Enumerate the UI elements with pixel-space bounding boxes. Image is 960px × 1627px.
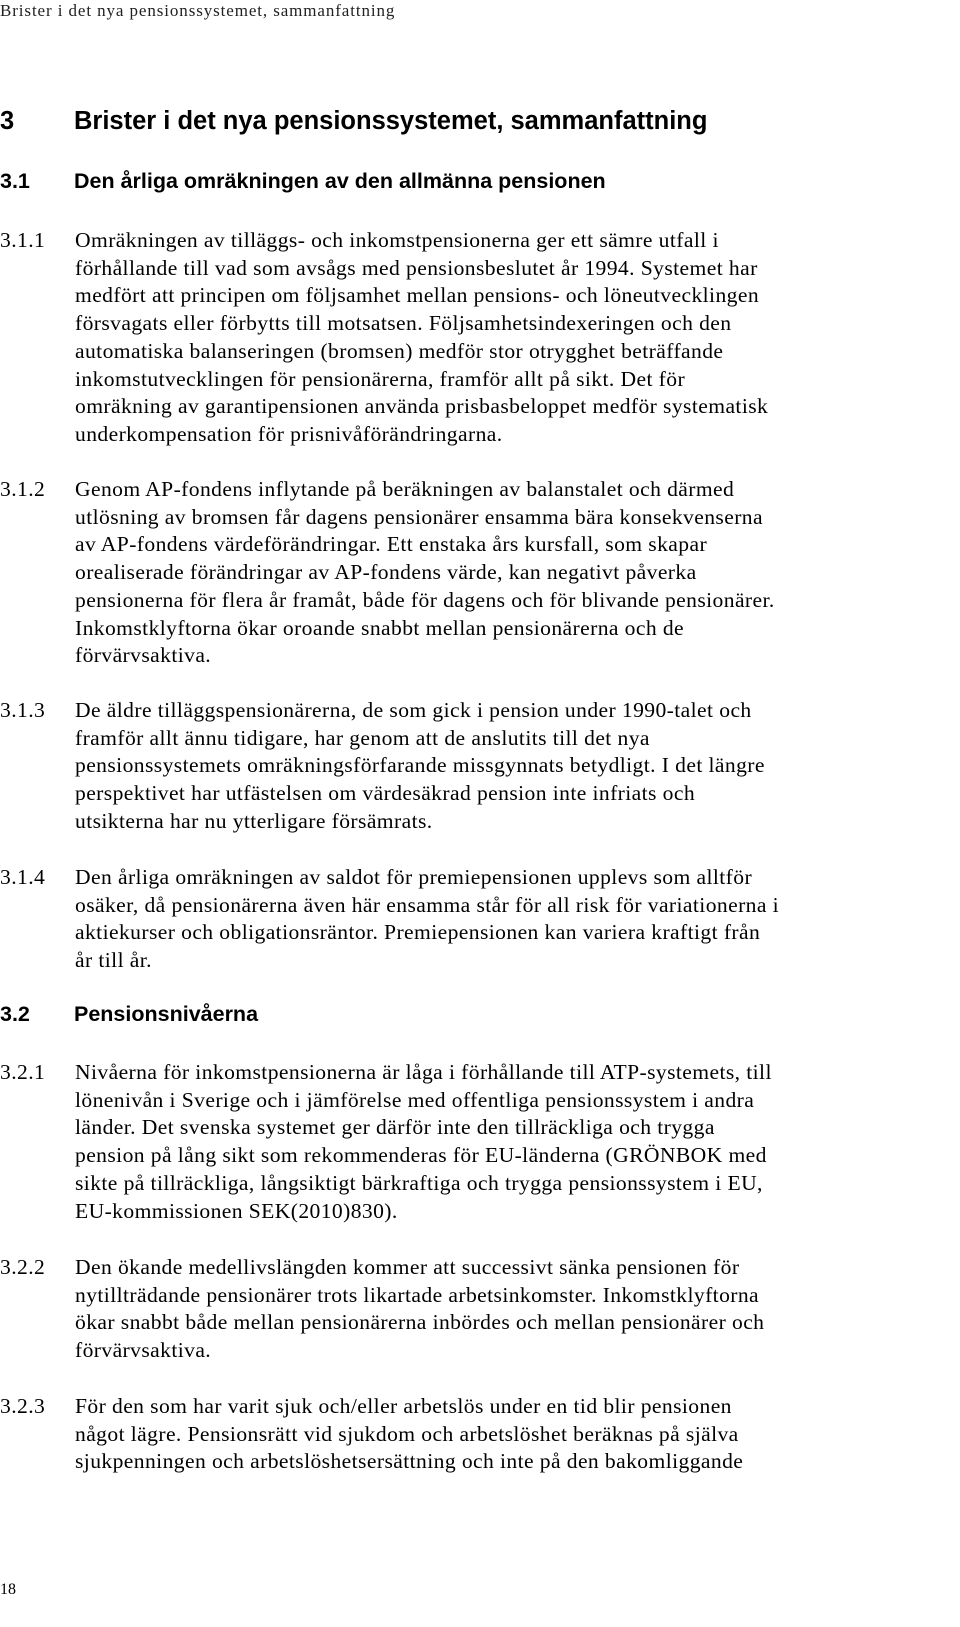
text-line: ökar snabbt både mellan pensionärerna inbördes och mellan pensionärer och: [75, 1310, 765, 1335]
paragraph-number: 3.1.2: [0, 477, 46, 501]
paragraph-number: 3.1.4: [0, 865, 46, 889]
text-line: EU-kommissionen SEK(2010)830).: [75, 1198, 398, 1223]
paragraph-number: 3.2.1: [0, 1060, 46, 1084]
text-line: förvärvsaktiva.: [75, 643, 212, 668]
text-line: omräkning av garantipensionen använda prisbasbeloppet medför systematisk: [75, 394, 769, 419]
paragraph-text: [75, 1393, 945, 1476]
section-title: Pensionsnivåerna: [74, 1002, 259, 1026]
paragraph-number: 3.2.2: [0, 1255, 46, 1279]
paragraph-text: [75, 227, 945, 449]
text-line: automatiska balanseringen (bromsen) medför stor otrygghet beträffande: [75, 338, 724, 363]
chapter-number: 3: [0, 107, 15, 135]
paragraph-number: 3.1.3: [0, 698, 46, 722]
text-line: förvärvsaktiva.: [75, 1338, 212, 1363]
text-line: underkompensation för prisnivåförändringarna.: [75, 421, 503, 446]
text-line: framför allt ännu tidigare, har genom att de anslutits till det nya: [75, 725, 650, 750]
text-line: Nivåerna för inkomstpensionerna är låga i förhållande till ATP-systemets, till: [75, 1060, 772, 1084]
text-line: år till år.: [75, 948, 152, 973]
text-line: inkomstutvecklingen för pensionärerna, framför allt på sikt. Det för: [75, 366, 686, 391]
page-number: 18: [0, 1581, 16, 1598]
text-line: De äldre tilläggspensionärerna, de som gick i pension under 1990-talet och: [75, 698, 752, 722]
text-line: Den årliga omräkningen av saldot för premiepensionen upplevs som alltför: [75, 865, 753, 889]
running-header: Brister i det nya pensionssystemet, sammanfattning: [0, 1, 396, 20]
text-line: perspektivet har utfästelsen om värdesäkrad pension inte infriats och: [75, 781, 696, 806]
section-title: Den årliga omräkningen av den allmänna pensionen: [74, 169, 606, 193]
text-line: pensionerna för flera år framåt, både för dagens och för blivande pensionärer.: [75, 587, 775, 612]
text-line: försvagats eller förbytts till motsatsen. Följsamhetsindexeringen och den: [75, 311, 732, 336]
text-line: sjukpenningen och arbetslöshetsersättning och inte på den bakomliggande: [75, 1449, 744, 1474]
text-line: För den som har varit sjuk och/eller arbetslös under en tid blir pensionen: [75, 1394, 732, 1418]
text-line: pensionssystemets omräkningsförfarande missgynnats betydligt. I det längre: [75, 753, 765, 778]
paragraph-text: [75, 697, 945, 836]
section-number: 3.2: [0, 1002, 30, 1026]
text-line: nytillträdande pensionärer trots likartade arbetsinkomster. Inkomstklyftorna: [75, 1282, 760, 1307]
text-line: Inkomstklyftorna ökar oroande snabbt mellan pensionärerna och de: [75, 615, 685, 640]
text-line: sikte på tillräckliga, långsiktigt bärkraftiga och trygga pensionssystem i EU,: [75, 1170, 763, 1195]
paragraph-text: [75, 476, 945, 670]
text-line: Omräkningen av tilläggs- och inkomstpensionerna ger ett sämre utfall i: [75, 228, 719, 252]
text-line: Genom AP-fondens inflytande på beräkningen av balanstalet och därmed: [75, 477, 735, 501]
section-number: 3.1: [0, 169, 30, 193]
text-line: något lägre. Pensionsrätt vid sjukdom och arbetslöshet beräknas på själva: [75, 1421, 739, 1446]
text-line: utsikterna har nu ytterligare försämrats.: [75, 808, 433, 833]
text-line: pension på lång sikt som rekommenderas för EU-länderna (GRÖNBOK med: [75, 1143, 767, 1168]
chapter-title: Brister i det nya pensionssystemet, sammanfattning: [74, 107, 708, 135]
paragraph-number: 3.1.1: [0, 228, 46, 252]
paragraph-number: 3.2.3: [0, 1394, 46, 1418]
text-line: orealiserade förändringar av AP-fondens värde, kan negativt påverka: [75, 560, 697, 585]
paragraph-text: [75, 1254, 945, 1365]
text-line: förhållande till vad som avsågs med pensionsbeslutet år 1994. Systemet har: [75, 255, 758, 280]
text-line: av AP-fondens värdeförändringar. Ett enstaka års kursfall, som skapar: [75, 532, 708, 557]
text-line: lönenivån i Sverige och i jämförelse med offentliga pensionssystem i andra: [75, 1087, 755, 1112]
text-line: utlösning av bromsen får dagens pensionärer ensamma bära konsekvenserna: [75, 504, 763, 529]
paragraph-text: [75, 1059, 945, 1225]
text-line: aktiekurser och obligationsräntor. Premiepensionen kan variera kraftigt från: [75, 920, 761, 945]
text-line: länder. Det svenska systemet ger därför inte den tillräckliga och trygga: [75, 1115, 715, 1140]
text-line: Den ökande medellivslängden kommer att successivt sänka pensionen för: [75, 1255, 740, 1279]
text-line: medfört att principen om följsamhet mellan pensions- och löneutvecklingen: [75, 283, 760, 308]
text-line: osäker, då pensionärerna även här ensamma står för all risk för variationerna i: [75, 892, 780, 917]
paragraph-text: [75, 864, 945, 975]
